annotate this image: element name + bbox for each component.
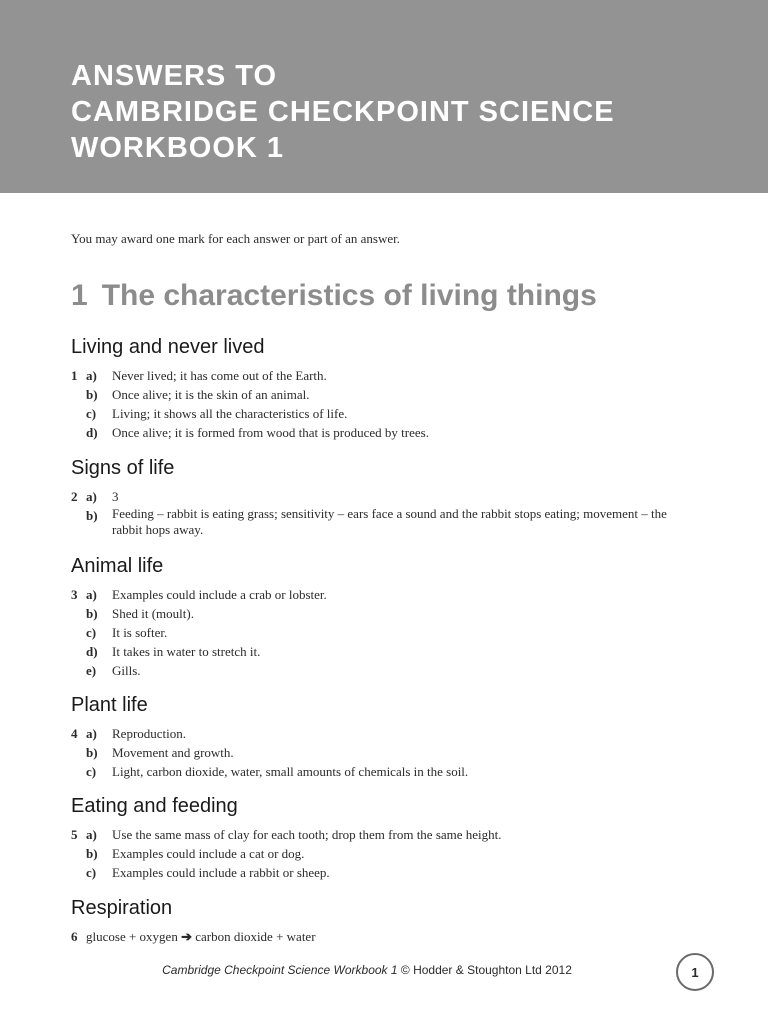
answer-text: Examples could include a crab or lobster. bbox=[112, 587, 327, 602]
answer-text: It takes in water to stretch it. bbox=[112, 644, 261, 659]
answer-text: Use the same mass of clay for each tooth; drop them from the same height. bbox=[112, 827, 502, 842]
part-label: b) bbox=[86, 387, 98, 402]
part-label: e) bbox=[86, 663, 97, 678]
answer-text: 3 bbox=[112, 489, 119, 504]
chapter-number: 1 bbox=[71, 279, 88, 312]
part-label: d) bbox=[86, 644, 98, 659]
part-label: a) bbox=[86, 587, 97, 602]
question-number: 4 bbox=[71, 726, 78, 741]
part-label: c) bbox=[86, 406, 97, 421]
answer-row bbox=[71, 487, 691, 506]
section-heading: Respiration bbox=[71, 897, 173, 919]
question-number: 1 bbox=[71, 368, 78, 383]
answer-row bbox=[71, 604, 691, 623]
part-label: a) bbox=[86, 827, 97, 842]
footer-copyright: © Hodder & Stoughton Ltd 2012 bbox=[397, 963, 572, 977]
part-label: a) bbox=[86, 726, 97, 741]
section-heading: Eating and feeding bbox=[71, 795, 238, 817]
answer-row bbox=[71, 844, 691, 863]
answer-row bbox=[71, 623, 691, 642]
section-plant-life bbox=[71, 692, 691, 781]
part-label: b) bbox=[86, 846, 98, 861]
title-line: CAMBRIDGE CHECKPOINT SCIENCE bbox=[71, 96, 615, 128]
answer-text: Gills. bbox=[112, 663, 141, 678]
answer-row bbox=[71, 506, 691, 538]
section-signs-of-life bbox=[71, 455, 691, 538]
page-number-label: 1 bbox=[691, 964, 699, 980]
section-heading: Signs of life bbox=[71, 457, 175, 479]
answer-row bbox=[71, 724, 691, 743]
question-block bbox=[71, 366, 691, 442]
section-animal-life bbox=[71, 553, 691, 680]
part-label: c) bbox=[86, 865, 97, 880]
part-label: a) bbox=[86, 489, 97, 504]
answer-text: Shed it (moult). bbox=[112, 606, 194, 621]
part-label: b) bbox=[86, 508, 98, 523]
document-title bbox=[71, 58, 615, 166]
answer-row bbox=[71, 585, 691, 604]
answer-row bbox=[71, 423, 691, 442]
section-respiration bbox=[71, 895, 691, 946]
question-number: 2 bbox=[71, 489, 78, 504]
intro-text: You may award one mark for each answer or part of an answer. bbox=[71, 231, 400, 246]
section-heading: Plant life bbox=[71, 694, 148, 716]
equation-reactants: glucose + oxygen bbox=[86, 929, 178, 944]
answer-text: Once alive; it is formed from wood that is produced by trees. bbox=[112, 425, 429, 440]
answer-row bbox=[71, 863, 691, 882]
chapter-title: The characteristics of living things bbox=[101, 279, 597, 312]
equation-products: carbon dioxide + water bbox=[195, 929, 316, 944]
part-label: d) bbox=[86, 425, 98, 440]
answer-text: Examples could include a cat or dog. bbox=[112, 846, 305, 861]
answer-row bbox=[71, 404, 691, 423]
right-arrow-icon: ➔ bbox=[181, 929, 192, 944]
section-eating-and-feeding bbox=[71, 793, 691, 882]
word-equation bbox=[86, 927, 691, 946]
part-label: c) bbox=[86, 625, 97, 640]
answer-text: Light, carbon dioxide, water, small amounts of chemicals in the soil. bbox=[112, 764, 469, 779]
answer-text: Feeding – rabbit is eating grass; sensitivity – ears face a sound and the rabbit stops eating; movement – the rabbit hops away. bbox=[112, 506, 667, 537]
part-label: b) bbox=[86, 745, 98, 760]
question-number: 3 bbox=[71, 587, 78, 602]
part-label: c) bbox=[86, 764, 97, 779]
title-line: WORKBOOK 1 bbox=[71, 132, 284, 164]
answer-row bbox=[71, 927, 691, 946]
question-block bbox=[71, 724, 691, 781]
title-banner bbox=[0, 0, 768, 193]
page-footer bbox=[0, 963, 734, 977]
answer-row bbox=[71, 661, 691, 680]
answer-text: Movement and growth. bbox=[112, 745, 234, 760]
answer-text: Reproduction. bbox=[112, 726, 187, 741]
question-block bbox=[71, 585, 691, 680]
answer-text: It is softer. bbox=[112, 625, 168, 640]
section-heading: Animal life bbox=[71, 555, 164, 577]
answer-row bbox=[71, 743, 691, 762]
answer-text: Examples could include a rabbit or sheep. bbox=[112, 865, 330, 880]
section-living-and-never-lived bbox=[71, 334, 691, 442]
question-number: 6 bbox=[71, 929, 78, 944]
part-label: a) bbox=[86, 368, 97, 383]
answer-row bbox=[71, 642, 691, 661]
title-line: ANSWERS TO bbox=[71, 60, 278, 92]
question-block bbox=[71, 927, 691, 946]
answer-row bbox=[71, 385, 691, 404]
answer-text: Once alive; it is the skin of an animal. bbox=[112, 387, 310, 402]
question-block bbox=[71, 487, 691, 538]
section-heading: Living and never lived bbox=[71, 336, 265, 358]
answer-row bbox=[71, 825, 691, 844]
question-number: 5 bbox=[71, 827, 78, 842]
answer-text: Living; it shows all the characteristics of life. bbox=[112, 406, 348, 421]
footer-book-title: Cambridge Checkpoint Science Workbook 1 bbox=[162, 963, 398, 977]
chapter-heading bbox=[71, 276, 597, 316]
answer-row bbox=[71, 366, 691, 385]
answer-row bbox=[71, 762, 691, 781]
part-label: b) bbox=[86, 606, 98, 621]
question-block bbox=[71, 825, 691, 882]
page-number bbox=[676, 953, 714, 991]
answer-text: Never lived; it has come out of the Earth. bbox=[112, 368, 327, 383]
